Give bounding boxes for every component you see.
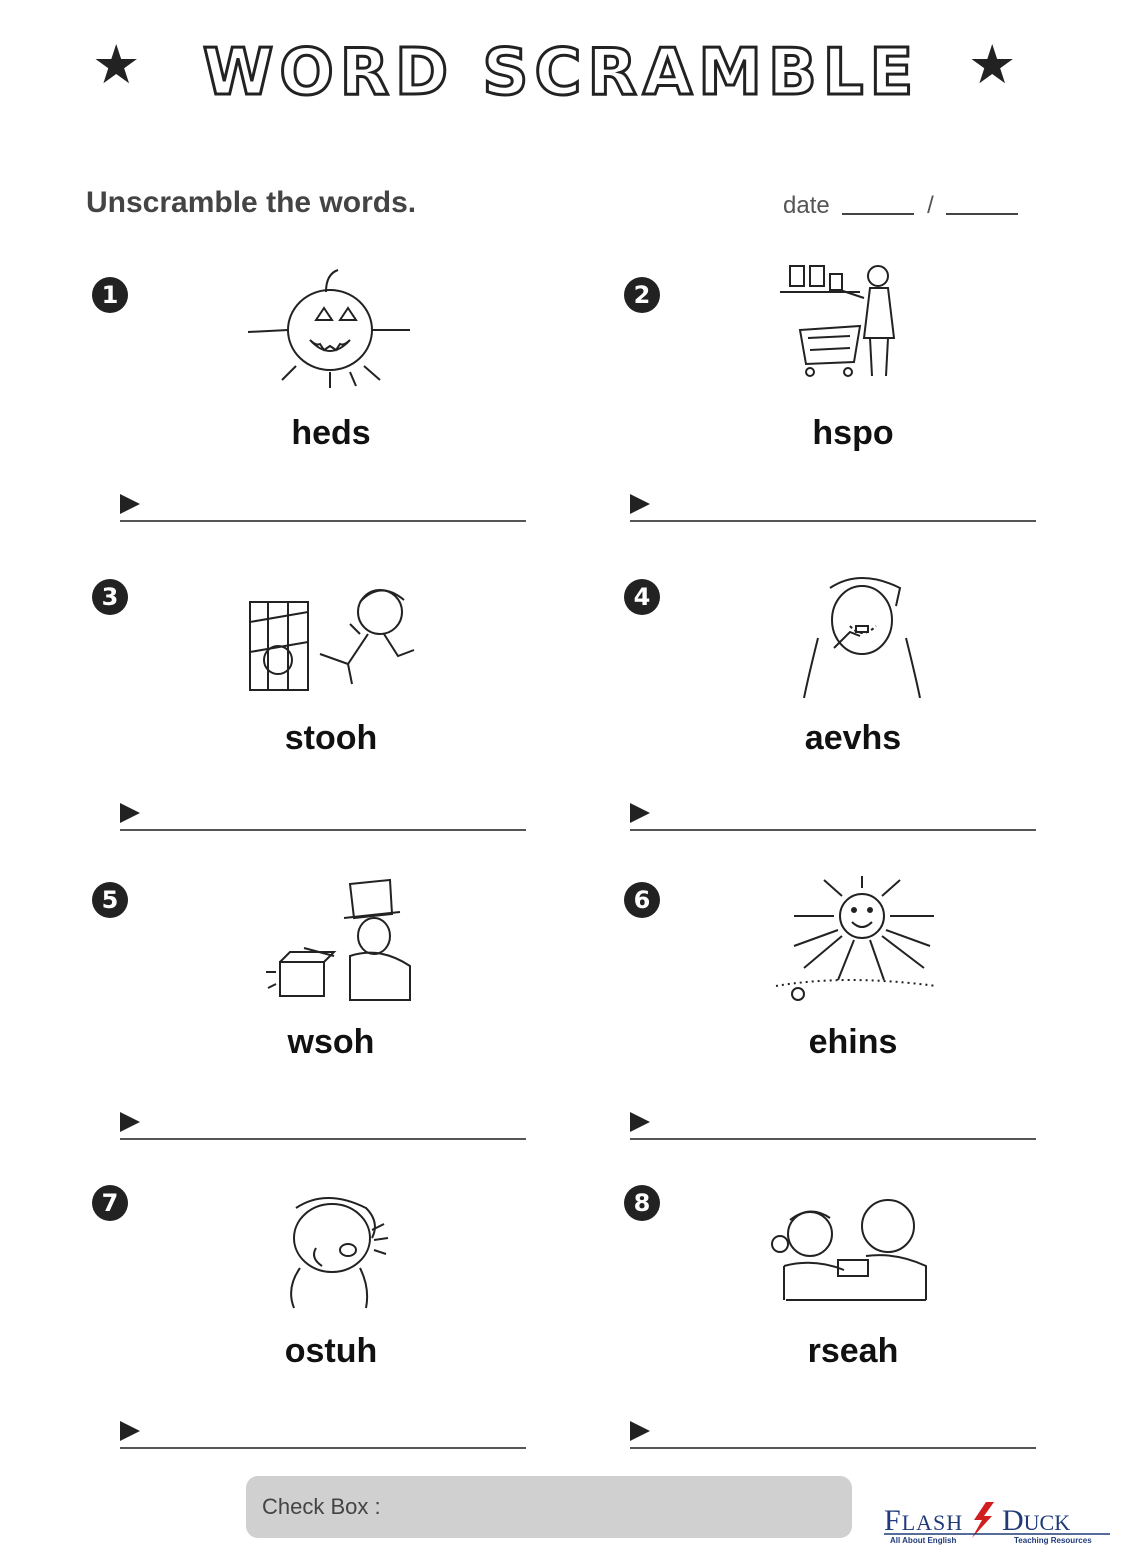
answer-arrow-icon — [630, 803, 650, 823]
shouting-girl-icon — [256, 1188, 426, 1318]
item-number-4: 4 — [624, 579, 660, 615]
answer-arrow-icon — [630, 1112, 650, 1132]
answer-arrow-icon — [630, 1421, 650, 1441]
svg-text:Teaching Resources: Teaching Resources — [1014, 1536, 1092, 1545]
flashduck-logo — [884, 1498, 1114, 1546]
date-day-blank[interactable] — [946, 213, 1018, 215]
check-box-label: Check Box : — [262, 1494, 381, 1519]
answer-line-3[interactable] — [120, 829, 526, 831]
date-label: date — [783, 192, 830, 219]
scrambled-word-2: hspo — [812, 414, 894, 452]
scrambled-word-5: wsoh — [287, 1023, 375, 1061]
magician-icon — [250, 876, 420, 1006]
scrambled-word-8: rseah — [807, 1332, 899, 1370]
shaving-man-icon — [778, 568, 948, 698]
svg-text:DUCK: DUCK — [1002, 1504, 1071, 1537]
date-separator: / — [927, 192, 934, 219]
answer-arrow-icon — [630, 494, 650, 514]
item-number-3: 3 — [92, 579, 128, 615]
svg-text:FLASH: FLASH — [884, 1504, 964, 1537]
instruction-text: Unscramble the words. — [86, 186, 417, 219]
svg-text:All About English: All About English — [890, 1536, 957, 1545]
item-number-8: 8 — [624, 1185, 660, 1221]
pumpkin-icon — [246, 262, 416, 392]
shopping-cart-icon — [780, 258, 950, 388]
scrambled-word-6: ehins — [808, 1023, 898, 1061]
date-field[interactable] — [783, 192, 1024, 220]
worksheet-title — [148, 18, 974, 118]
sun-icon — [774, 876, 944, 1006]
item-number-6: 6 — [624, 882, 660, 918]
item-number-7: 7 — [92, 1185, 128, 1221]
answer-line-1[interactable] — [120, 520, 526, 522]
sharing-children-icon — [766, 1190, 936, 1320]
item-number-1: 1 — [92, 277, 128, 313]
scrambled-word-7: ostuh — [284, 1332, 378, 1370]
answer-line-5[interactable] — [120, 1138, 526, 1140]
answer-line-8[interactable] — [630, 1447, 1036, 1449]
answer-arrow-icon — [120, 1112, 140, 1132]
title-text: WORD SCRAMBLE — [202, 36, 920, 110]
soccer-kick-icon — [248, 572, 418, 702]
date-month-blank[interactable] — [842, 213, 914, 215]
star-left-icon: ★ — [92, 35, 141, 95]
answer-arrow-icon — [120, 803, 140, 823]
answer-line-2[interactable] — [630, 520, 1036, 522]
star-right-icon: ★ — [968, 35, 1017, 95]
item-number-2: 2 — [624, 277, 660, 313]
answer-line-6[interactable] — [630, 1138, 1036, 1140]
answer-line-7[interactable] — [120, 1447, 526, 1449]
item-number-5: 5 — [92, 882, 128, 918]
answer-arrow-icon — [120, 494, 140, 514]
answer-arrow-icon — [120, 1421, 140, 1441]
answer-line-4[interactable] — [630, 829, 1036, 831]
scrambled-word-3: stooh — [284, 719, 378, 757]
scrambled-word-4: aevhs — [804, 719, 902, 757]
scrambled-word-1: heds — [291, 414, 371, 452]
